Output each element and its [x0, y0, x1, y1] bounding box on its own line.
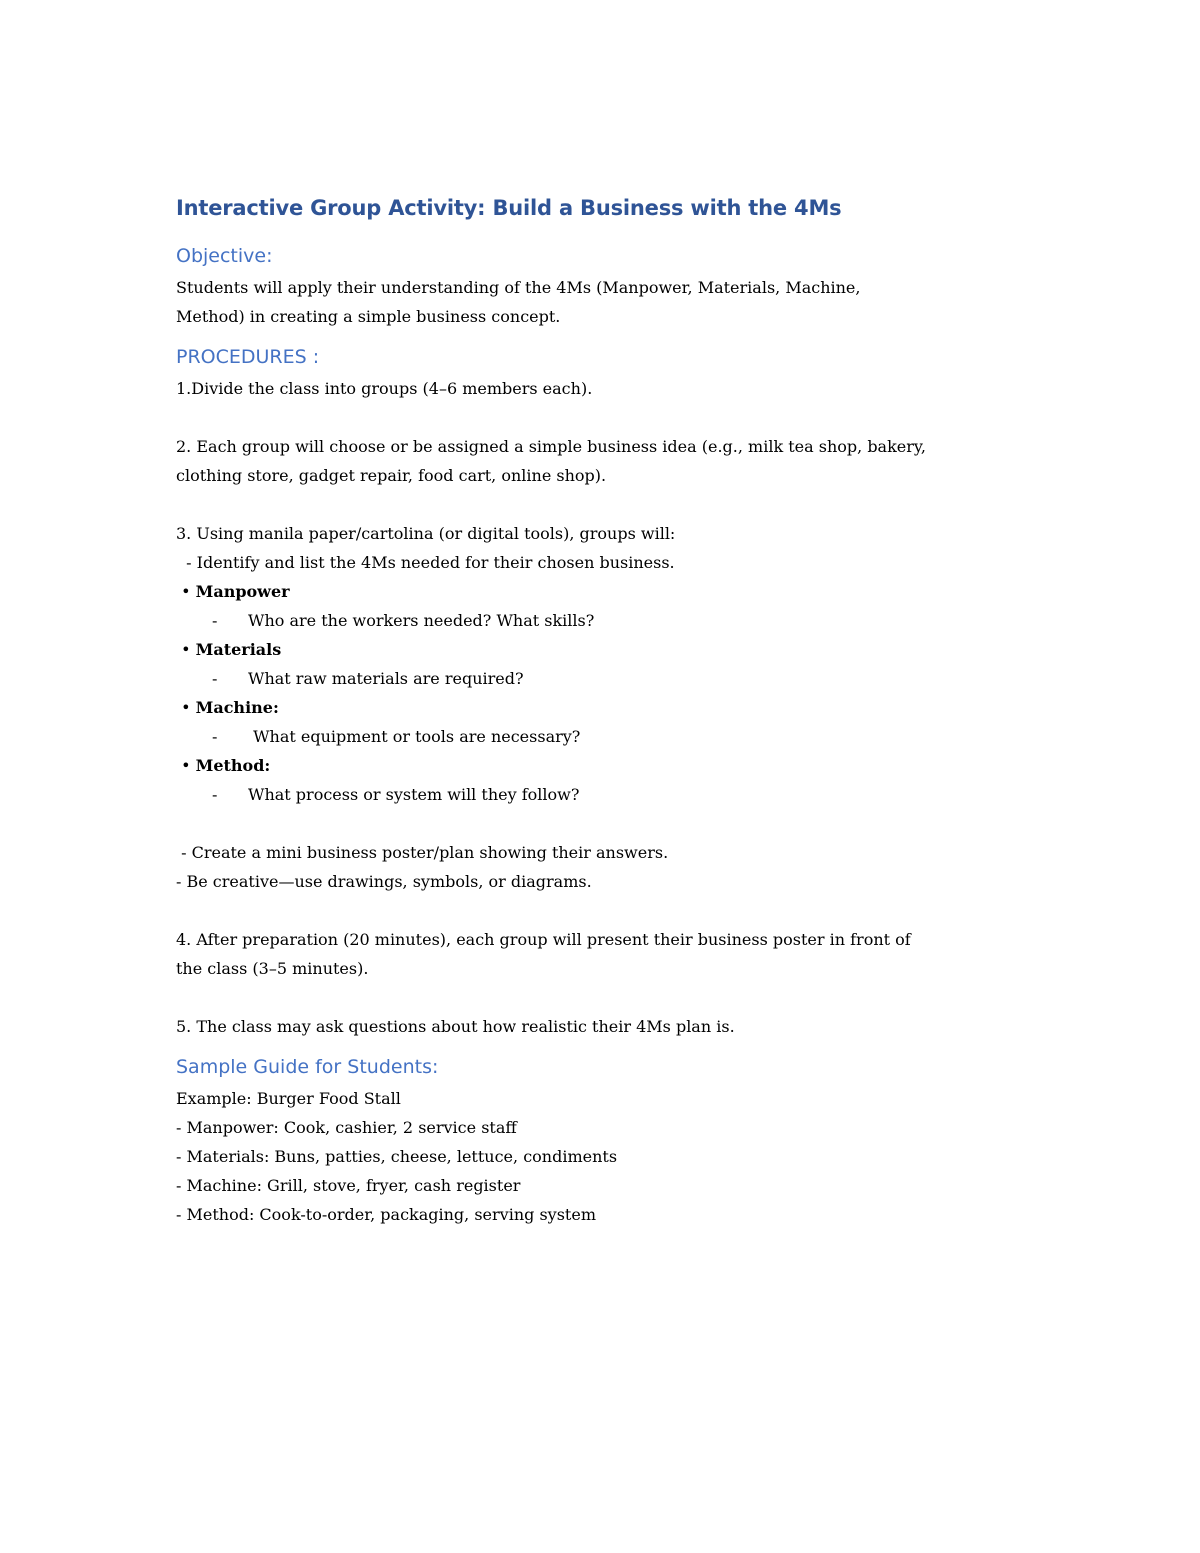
bullet-label: Materials	[195, 640, 282, 659]
bullet-mark: •	[176, 640, 196, 659]
question-text: What process or system will they follow?	[248, 785, 580, 804]
bullet-mark: •	[176, 582, 196, 601]
page-title: Interactive Group Activity: Build a Business with the 4Ms	[176, 196, 842, 220]
objective-line: Method) in creating a simple business concept.	[176, 307, 561, 326]
bullet-label: Manpower	[195, 582, 290, 601]
bullet-question	[176, 722, 1056, 751]
document-page	[176, 186, 1056, 1229]
procedure-step-4: 4. After preparation (20 minutes), each group will present their business poster in front of	[176, 930, 911, 949]
bullet-method	[176, 751, 1056, 780]
sample-heading: Sample Guide for Students:	[176, 1056, 439, 1078]
bullet-label: Method:	[195, 756, 271, 775]
procedure-create: - Create a mini business poster/plan showing their answers.	[176, 843, 669, 862]
procedure-step-5: 5. The class may ask questions about how realistic their 4Ms plan is.	[176, 1017, 735, 1036]
sample-line: - Method: Cook-to-order, packaging, serving system	[176, 1205, 596, 1224]
bullet-machine	[176, 693, 1056, 722]
dash: -	[212, 727, 218, 746]
objective-heading: Objective:	[176, 245, 273, 267]
dash: -	[212, 611, 218, 630]
bullet-mark: •	[176, 698, 196, 717]
sample-line: Example: Burger Food Stall	[176, 1089, 401, 1108]
objective-line: Students will apply their understanding of the 4Ms (Manpower, Materials, Machine,	[176, 278, 861, 297]
question-text: What raw materials are required?	[248, 669, 524, 688]
question-text: Who are the workers needed? What skills?	[248, 611, 595, 630]
procedure-step-1: 1.Divide the class into groups (4–6 members each).	[176, 379, 593, 398]
procedure-step-2: clothing store, gadget repair, food cart, online shop).	[176, 466, 607, 485]
bullet-question	[176, 664, 1056, 693]
procedure-step-3-identify: - Identify and list the 4Ms needed for their chosen business.	[176, 553, 675, 572]
bullet-question	[176, 780, 1056, 809]
procedure-step-2: 2. Each group will choose or be assigned a simple business idea (e.g., milk tea shop, bakery,	[176, 437, 926, 456]
question-text: What equipment or tools are necessary?	[248, 727, 581, 746]
dash: -	[212, 669, 218, 688]
procedure-step-4: the class (3–5 minutes).	[176, 959, 369, 978]
sample-line: - Manpower: Cook, cashier, 2 service staff	[176, 1118, 517, 1137]
dash: -	[212, 785, 218, 804]
sample-line: - Materials: Buns, patties, cheese, lettuce, condiments	[176, 1147, 618, 1166]
bullet-mark: •	[176, 756, 196, 775]
bullet-manpower	[176, 577, 1056, 606]
procedure-creative: - Be creative—use drawings, symbols, or diagrams.	[176, 872, 592, 891]
procedure-step-3: 3. Using manila paper/cartolina (or digital tools), groups will:	[176, 524, 676, 543]
sample-line: - Machine: Grill, stove, fryer, cash register	[176, 1176, 521, 1195]
bullet-label: Machine:	[195, 698, 279, 717]
bullet-materials	[176, 635, 1056, 664]
procedures-heading: PROCEDURES :	[176, 346, 320, 368]
bullet-question	[176, 606, 1056, 635]
